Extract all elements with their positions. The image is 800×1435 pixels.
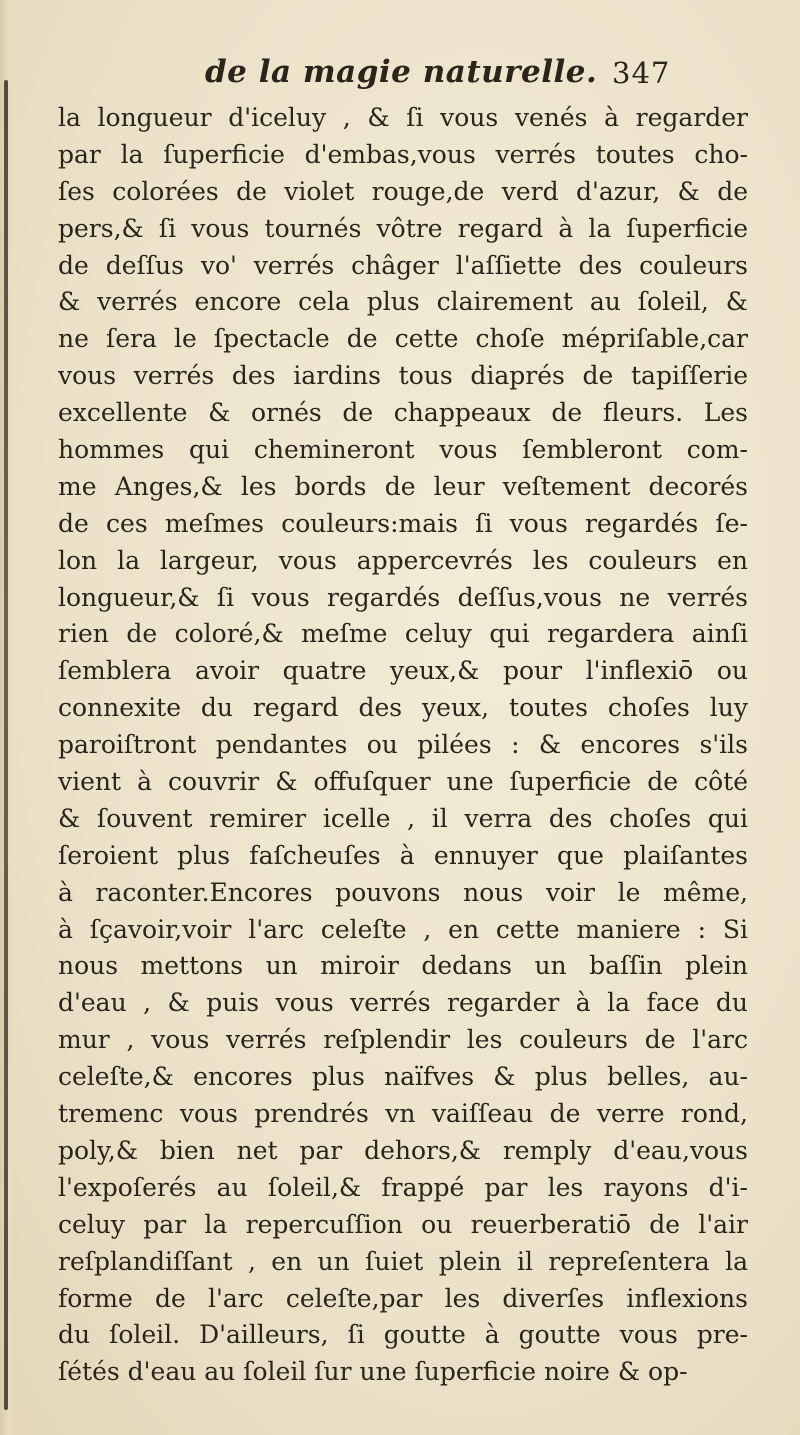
text-line: d'eau , & puis vous verrés regarder à la face du: [58, 988, 748, 1018]
page-header: [0, 50, 800, 96]
text-line: forme de l'arc celeſte,par les diverſes inflexions: [58, 1283, 748, 1313]
page-number: 347: [612, 56, 671, 90]
body-text: [58, 100, 748, 1391]
text-line: reſplandiſſant , en un ſuiet plein il repreſentera la: [58, 1246, 748, 1276]
margin-shadow: [4, 80, 8, 1410]
text-line: du ſoleil. D'ailleurs, ſi goutte à goutte vous pre-: [58, 1320, 748, 1350]
text-line: poly,& bien net par dehors,& remply d'eau,vous: [58, 1135, 748, 1165]
text-line: ſétés d'eau au ſoleil ſur une ſuperficie noire & op-: [58, 1357, 688, 1387]
text-line: celeſte,& encores plus naïfves & plus belles, au-: [58, 1062, 748, 1092]
text-line: celuy par la repercuſſion ou reuerberatiō de l'air: [58, 1209, 748, 1239]
text-line: rien de coloré,& meſme celuy qui regardera ainſi: [58, 619, 748, 649]
text-line: ſemblera avoir quatre yeux,& pour l'inflexiō ou: [58, 656, 748, 686]
text-line: ſes colorées de violet rouge,de verd d'azur, & de: [58, 176, 748, 206]
text-line: & verrés encore cela plus clairement au ſoleil, &: [58, 287, 748, 317]
text-line: connexite du regard des yeux, toutes choſes luy: [58, 693, 748, 723]
text-line: longueur,& ſi vous regardés deſſus,vous ne verrés: [58, 582, 748, 612]
text-line: mur , vous verrés reſplendir les couleurs de l'arc: [58, 1025, 748, 1055]
text-line: de deſſus vo' verrés châger l'aſſiette des couleurs: [58, 250, 748, 280]
text-line: à raconter.Encores pouvons nous voir le même,: [58, 877, 748, 907]
text-line: vient à couvrir & offuſquer une ſuperficie de côté: [58, 767, 748, 797]
text-line: nous mettons un miroir dedans un baſſin plein: [58, 951, 748, 981]
text-line: à ſçavoir,voir l'arc celeſte , en cette maniere : Si: [58, 914, 748, 944]
text-line: de ces meſmes couleurs:mais ſi vous regardés ſe-: [58, 508, 748, 538]
running-title: de la magie naturelle.: [205, 54, 598, 90]
text-line: & ſouvent remirer icelle , il verra des choſes qui: [58, 803, 748, 833]
text-line: ne ſera le ſpectacle de cette choſe mépriſable,car: [58, 324, 748, 354]
text-line: excellente & ornés de chappeaux de fleurs. Les: [58, 398, 748, 428]
text-line: lon la largeur, vous appercevrés les couleurs en: [58, 545, 748, 575]
text-line: hommes qui chemineront vous ſembleront com-: [58, 435, 748, 465]
text-line: vous verrés des iardins tous diaprés de tapiſſerie: [58, 361, 748, 391]
text-line: pers,& ſi vous tournés vôtre regard à la ſuperficie: [58, 213, 748, 243]
text-line: ſeroient plus faſcheuſes à ennuyer que plaiſantes: [58, 840, 748, 870]
text-line: tremenc vous prendrés vn vaiſſeau de verre rond,: [58, 1099, 748, 1129]
text-line: me Anges,& les bords de leur veſtement decorés: [58, 471, 748, 501]
text-line: paroiſtront pendantes ou pilées : & encores s'ils: [58, 730, 748, 760]
text-line: par la ſuperficie d'embas,vous verrés toutes cho-: [58, 139, 748, 169]
text-line: l'expoſerés au ſoleil,& frappé par les rayons d'i-: [58, 1172, 748, 1202]
text-line: la longueur d'iceluy , & ſi vous venés à regarder: [58, 103, 748, 132]
